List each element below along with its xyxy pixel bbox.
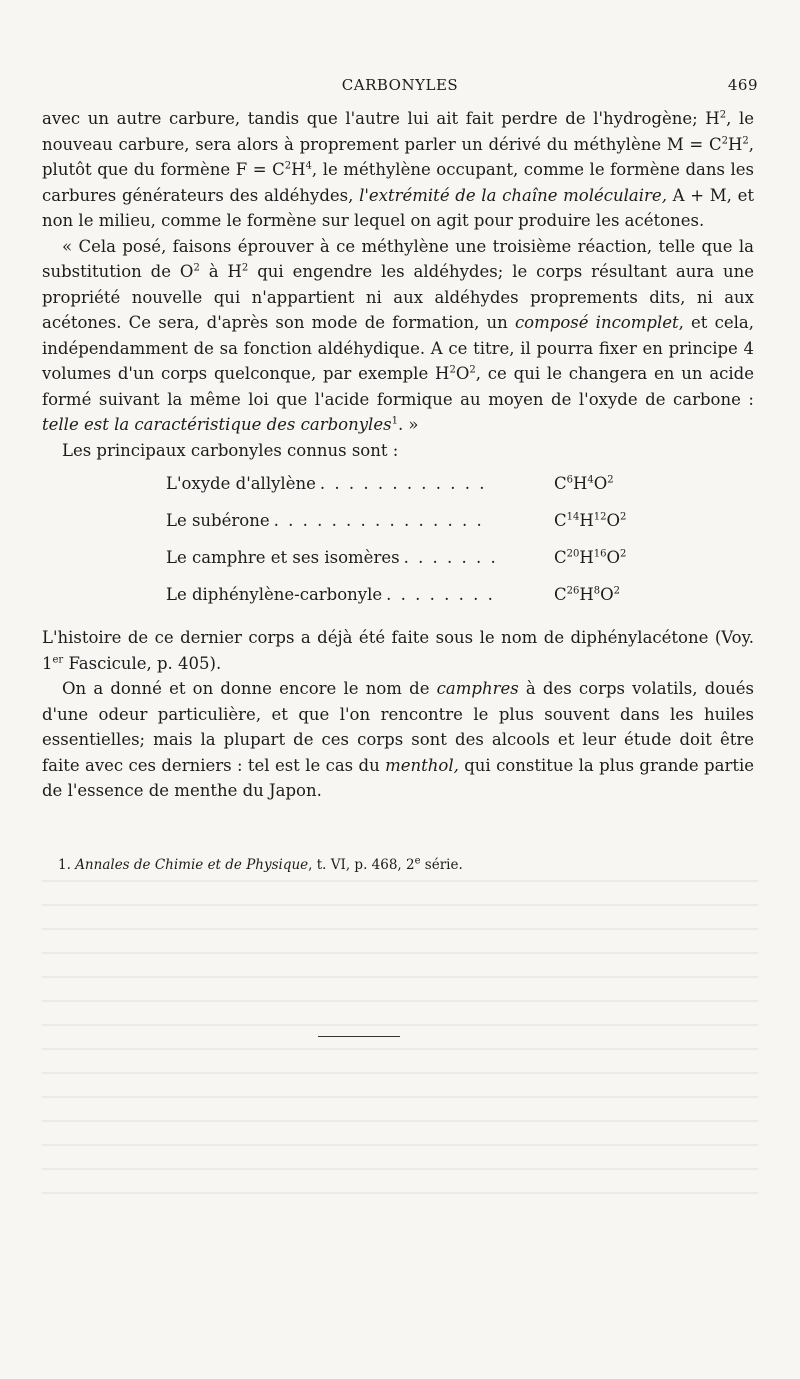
superscript: 2 — [193, 262, 200, 274]
element-symbol: O — [606, 511, 621, 530]
text-run: , le nouveau carbure, sera alors à proprement parler un dérivé du méthylène M = C — [42, 109, 754, 154]
subscript-count: 20 — [566, 548, 580, 560]
paragraph-1 — [42, 106, 754, 234]
element-symbol: O — [606, 548, 621, 567]
text-run: L'histoire de ce dernier corps a déjà été faite sous le nom de diphénylacétone (Voy. 1 — [42, 628, 754, 673]
superscript: 2 — [469, 364, 476, 376]
subscript-count: 26 — [566, 585, 580, 597]
paragraph-2 — [42, 234, 754, 438]
text-run: qui constitue la plus grande partie de l'essence de menthe du Japon. — [42, 755, 755, 800]
footnote-marker: 1 — [391, 415, 398, 427]
leader-dots: . . . . . . . . . . . . . . . — [273, 511, 484, 530]
body-text — [42, 106, 754, 804]
text-run: H — [291, 160, 306, 179]
superscript: 2 — [742, 135, 749, 146]
paragraph-4 — [42, 625, 754, 676]
italic-phrase: menthol, — [385, 755, 459, 775]
superscript: e — [414, 855, 421, 867]
leader-dots: . . . . . . . . . . . . — [319, 474, 487, 493]
superscript: er — [52, 654, 64, 665]
italic-phrase: telle est la caractéristique des carbonyles — [42, 415, 392, 434]
compound-name: L'oxyde d'allylène — [166, 474, 316, 493]
superscript: 4 — [305, 160, 312, 172]
text-run: , le méthylène occupant, comme le formène dans les carbures générateurs des aldéhydes, — [42, 160, 754, 205]
compound-name: Le diphénylène-carbonyle — [166, 585, 383, 604]
element-symbol: C — [554, 548, 567, 567]
compound-formula — [554, 582, 754, 608]
compound-row — [42, 582, 754, 619]
subscript-count: 12 — [593, 511, 607, 523]
text-run: . » — [397, 415, 419, 434]
element-symbol: C — [554, 474, 567, 493]
footnote-number: 1. — [58, 857, 71, 873]
leader-dots: . . . . . . . . — [386, 585, 495, 604]
journal-title: Annales de Chimie et de Physique — [75, 857, 309, 873]
text-run: Fascicule, p. 405). — [63, 653, 222, 673]
element-symbol: H — [579, 548, 594, 567]
text-run: qui engendre les aldéhydes; le corps résultant aura une propriété nouvelle qui n'appartient ni aux aldéhydes proprements dits, ni aux acétones. Ce sera, d'après son mode de formation, un — [42, 262, 754, 332]
subscript-count: 8 — [593, 585, 601, 597]
element-symbol: C — [554, 511, 567, 530]
subscript-count: 16 — [593, 548, 607, 560]
text-run: « Cela posé, faisons éprouver à ce méthylène une troisième réaction, telle que la substitution de O — [42, 236, 754, 281]
italic-phrase: l'extrémité de la chaîne moléculaire, — [359, 185, 667, 205]
element-symbol: C — [554, 585, 567, 604]
text-run: On a donné et on donne encore le nom de — [62, 679, 437, 698]
subscript-count: 2 — [620, 548, 627, 560]
running-title: CARBONYLES — [341, 76, 459, 94]
compound-formula — [554, 508, 754, 534]
text-run: à des corps volatils, doués d'une odeur particulière, et que l'on rencontre le plus souvent dans les huiles essentielles; mais la plupart de ces corps sont des alcools et leur étude doit être faite avec ces derniers : tel est le cas du — [42, 679, 754, 775]
element-symbol: H — [573, 474, 588, 493]
italic-phrase: camphres — [436, 679, 519, 698]
text-run: , t. VI, p. 468, 2 — [308, 857, 415, 873]
footnote — [58, 857, 758, 873]
show-through-texture — [42, 880, 758, 1210]
italic-phrase: composé incomplet — [514, 313, 679, 332]
subscript-count: 2 — [613, 585, 621, 597]
compound-list — [42, 471, 754, 619]
element-symbol: O — [600, 585, 614, 604]
subscript-count: 14 — [566, 511, 580, 523]
text-run: série. — [420, 857, 463, 873]
compound-formula — [554, 545, 754, 571]
text-run: , ce qui le changera en un acide formé suivant la même loi que l'acide formique au moyen de l'oxyde de carbone : — [42, 364, 754, 409]
running-header — [42, 76, 758, 100]
separator-rule — [318, 1036, 400, 1037]
superscript: 2 — [449, 364, 456, 376]
paragraph-3: Les principaux carbonyles connus sont : — [62, 440, 399, 460]
element-symbol: H — [579, 511, 594, 530]
leader-dots: . . . . . . . — [403, 548, 498, 567]
element-symbol: O — [593, 474, 608, 493]
text-run: avec un autre carbure, tandis que l'autre lui ait fait perdre de l'hydrogène; H — [42, 109, 720, 128]
text-run: A + M, et non le milieu, comme le formène sur lequel on agit pour produire les acétones. — [42, 185, 755, 230]
compound-row — [42, 471, 754, 508]
compound-row — [42, 508, 754, 545]
page-number: 469 — [727, 76, 758, 94]
compound-name: Le camphre et ses isomères — [166, 548, 400, 567]
superscript: 2 — [284, 160, 292, 172]
element-symbol: H — [579, 585, 594, 604]
subscript-count: 2 — [607, 474, 614, 486]
paragraph-5 — [42, 676, 754, 804]
superscript: 2 — [241, 262, 249, 274]
subscript-count: 2 — [620, 511, 627, 523]
compound-row — [42, 545, 754, 582]
compound-formula — [554, 471, 754, 497]
compound-name: Le subérone — [166, 511, 270, 530]
text-run: O — [455, 364, 470, 383]
text-run: , et cela, indépendamment de sa fonction aldéhydique. A ce titre, il pourra fixer en principe 4 volumes d'un corps quelconque, par exemple H — [42, 313, 754, 383]
text-run: , plutôt que du formène F = C — [42, 134, 754, 179]
superscript: 2 — [721, 135, 728, 146]
subscript-count: 4 — [587, 474, 594, 486]
text-run: à H — [199, 262, 242, 281]
text-run: H — [727, 134, 743, 154]
subscript-count: 6 — [566, 474, 573, 486]
superscript: 2 — [719, 109, 727, 121]
